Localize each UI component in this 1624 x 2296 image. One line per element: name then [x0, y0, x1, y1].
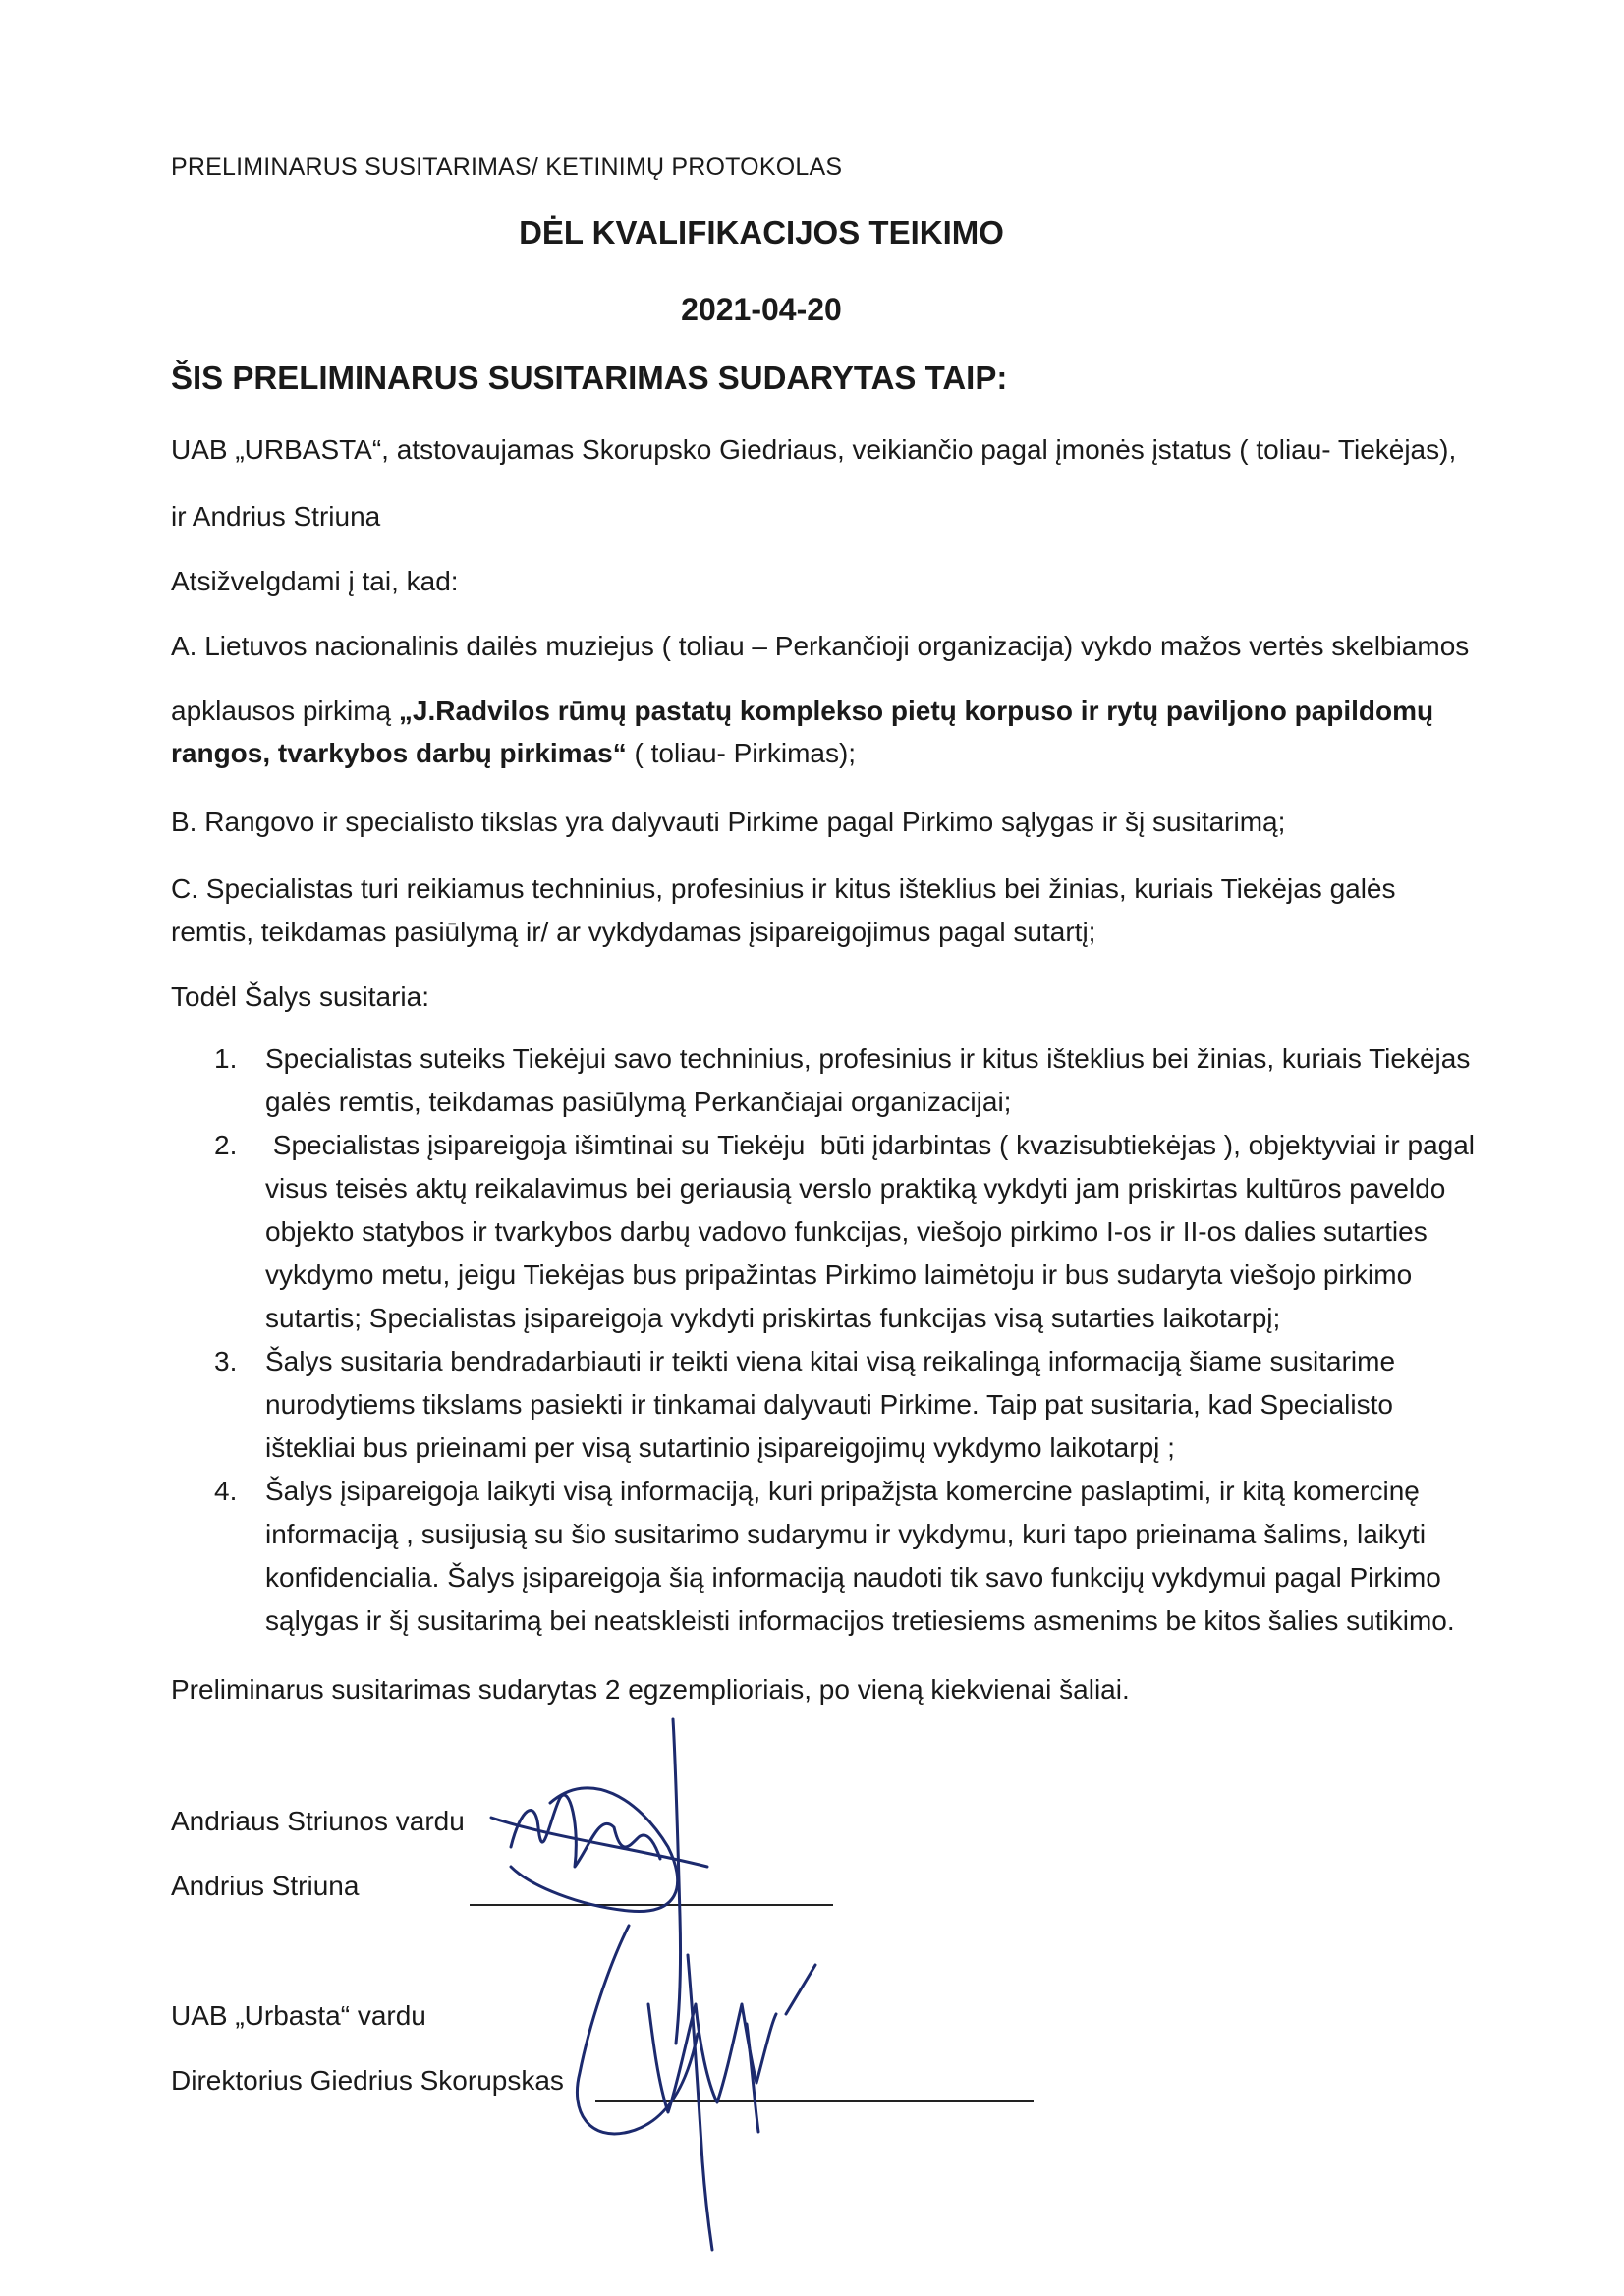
list-item-line: ištekliai bus prieinami per visą sutartinio įsipareigojimų vykdymo laikotarpį ;	[265, 1432, 1175, 1463]
section-title: ŠIS PRELIMINARUS SUSITARIMAS SUDARYTAS TAIP:	[171, 360, 1008, 396]
list-item-line: sutartis; Specialistas įsipareigoja vykdyti priskirtas funkcijas visą sutarties laikotarpį;	[265, 1303, 1281, 1333]
clause-a-bold-title-cont: rangos, tvarkybos darbų pirkimas“	[171, 738, 627, 768]
signatory1-label: Andriaus Striunos vardu	[171, 1806, 465, 1836]
list-item-line: Specialistas įsipareigoja išimtinai su Tiekėju būti įdarbintas ( kvazisubtiekėjas ), objektyviai ir pagal	[265, 1130, 1476, 1160]
clause-a-prefix: apklausos pirkimą	[171, 696, 399, 726]
clause-c-line1: C. Specialistas turi reikiamus techninius, profesinius ir kitus išteklius bei žinias, kuriais Tiekėjas galės	[171, 873, 1396, 904]
clause-a-suffix: ( toliau- Pirkimas);	[626, 738, 857, 768]
list-item-line: visus teisės aktų reikalavimus bei geriausią verslo praktiką vykdyti jam priskirtas kultūros paveldo	[265, 1173, 1446, 1204]
list-item-line: informaciją , susijusią su šio susitarimo sudarymu ir vykdymu, kuri tapo prieinama šalims, laikyti	[265, 1519, 1427, 1549]
list-item-line: Šalys susitaria bendradarbiauti ir teikti viena kitai visą reikalingą informaciją šiame susitarime	[265, 1346, 1396, 1376]
document-header: PRELIMINARUS SUSITARIMAS/ KETINIMŲ PROTOKOLAS	[171, 153, 843, 181]
signature-1-stroke	[491, 1818, 707, 1867]
party2-paragraph: ir Andrius Striuna	[171, 501, 381, 532]
list-item-line: nurodytiems tikslams pasiekti ir tinkamai dalyvauti Pirkime. Taip pat susitaria, kad Specialisto	[265, 1389, 1393, 1420]
list-item-number: 4.	[214, 1476, 238, 1506]
signatory1-name: Andrius Striuna	[171, 1871, 360, 1901]
list-item-number: 1.	[214, 1043, 238, 1074]
list-item-line: objekto statybos ir tvarkybos darbų vadovo funkcijas, viešojo pirkimo I-os ir II-os dalies sutarties	[265, 1216, 1428, 1247]
signature-1-stroke	[511, 1788, 678, 1912]
closing-paragraph: Preliminarus susitarimas sudarytas 2 egzemplioriais, po vieną kiekvienai šaliai.	[171, 1674, 1130, 1705]
clause-a-line1: A. Lietuvos nacionalinis dailės muziejus ( toliau – Perkančioji organizacija) vykdo mažos vertės skelbiamos	[171, 631, 1470, 661]
list-item-number: 3.	[214, 1346, 238, 1376]
list-item-line: vykdymo metu, jeigu Tiekėjas bus pripažintas Pirkimo laimėtoju ir bus sudaryta viešojo pirkimo	[265, 1260, 1413, 1290]
clause-b: B. Rangovo ir specialisto tikslas yra dalyvauti Pirkime pagal Pirkimo sąlygas ir šį susitarimą;	[171, 807, 1286, 837]
considering-paragraph: Atsižvelgdami į tai, kad:	[171, 566, 459, 596]
signature-2-stroke	[648, 2004, 776, 2112]
list-item-line: Specialistas suteiks Tiekėjui savo techninius, profesinius ir kitus išteklius bei žinias, kuriais Tiekėjas	[265, 1043, 1471, 1074]
clause-c-line2: remtis, teikdamas pasiūlymą ir/ ar vykdydamas įsipareigojimus pagal sutartį;	[171, 917, 1096, 947]
list-item-line: sąlygas ir šį susitarimą bei neatskleisti informacijos tretiesiems asmenims be kitos šalies sutikimo.	[265, 1605, 1455, 1636]
signatory2-name: Direktorius Giedrius Skorupskas	[171, 2065, 564, 2096]
list-item-line: konfidencialia. Šalys įsipareigoja šią informaciją naudoti tik savo funkcijų vykdymui pagal Pirkimo	[265, 1562, 1441, 1593]
document-title: DĖL KVALIFIKACIJOS TEIKIMO	[519, 214, 1004, 251]
clause-a-bold-title: „J.Radvilos rūmų pastatų komplekso pietų korpuso ir rytų paviljono papildomų	[398, 696, 1434, 726]
signatory2-label: UAB „Urbasta“ vardu	[171, 2000, 426, 2031]
list-item-number: 2.	[214, 1130, 238, 1160]
therefore-paragraph: Todėl Šalys susitaria:	[171, 981, 430, 1012]
signature-2-stroke	[688, 1955, 712, 2250]
party1-paragraph: UAB „URBASTA“, atstovaujamas Skorupsko Giedriaus, veikiančio pagal įmonės įstatus ( toliau- Tiekėjas),	[171, 434, 1457, 465]
signature-2-stroke	[786, 1965, 815, 2014]
list-item-line: galės remtis, teikdamas pasiūlymą Perkančiajai organizacijai;	[265, 1087, 1012, 1117]
list-item-line: Šalys įsipareigoja laikyti visą informaciją, kuri pripažįsta komercine paslaptimi, ir kitą komercinę	[265, 1476, 1420, 1506]
document-date: 2021-04-20	[681, 292, 842, 327]
